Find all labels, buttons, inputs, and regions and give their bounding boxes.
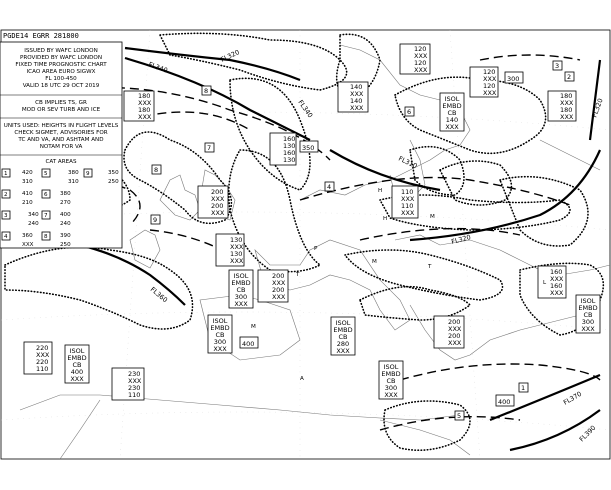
svg-text:300: 300 xyxy=(384,384,398,392)
info-box xyxy=(0,42,122,248)
svg-text:NOTAM FOR VA: NOTAM FOR VA xyxy=(39,144,83,150)
svg-text:H: H xyxy=(378,188,383,194)
svg-text:160: 160 xyxy=(550,282,563,290)
svg-text:250: 250 xyxy=(108,179,119,185)
svg-text:380: 380 xyxy=(60,191,71,197)
jet-label-fl320b: FL320 xyxy=(450,233,472,246)
svg-text:XXX: XXX xyxy=(448,325,462,333)
svg-text:200: 200 xyxy=(272,272,285,280)
svg-text:XXX: XXX xyxy=(384,391,398,399)
svg-text:210: 210 xyxy=(22,200,33,206)
svg-text:XXX: XXX xyxy=(213,345,227,353)
svg-text:180: 180 xyxy=(138,106,151,114)
svg-text:180: 180 xyxy=(560,92,573,100)
svg-text:9: 9 xyxy=(153,216,158,224)
svg-text:200: 200 xyxy=(211,202,224,210)
svg-text:230: 230 xyxy=(128,370,141,378)
svg-text:TC AND VA, AND ASHTAM AND: TC AND VA, AND ASHTAM AND xyxy=(18,137,104,143)
svg-text:160: 160 xyxy=(283,149,296,157)
svg-text:XXX: XXX xyxy=(336,347,350,355)
svg-text:XXX: XXX xyxy=(483,89,497,97)
svg-text:6: 6 xyxy=(407,108,412,116)
cb-box-6 xyxy=(379,361,403,399)
svg-text:XXX: XXX xyxy=(560,113,574,121)
svg-text:XXX: XXX xyxy=(128,377,142,385)
svg-text:XXX: XXX xyxy=(70,375,84,383)
chart-id: PGDE14 EGRR 281800 xyxy=(3,32,79,40)
svg-text:T: T xyxy=(428,264,432,270)
turb-box-7 xyxy=(198,186,228,218)
svg-text:CHECK SIGMET, ADVISORIES FOR: CHECK SIGMET, ADVISORIES FOR xyxy=(14,130,108,136)
svg-text:1: 1 xyxy=(521,384,526,392)
turb-box-14 xyxy=(112,368,144,400)
svg-text:VALID 18 UTC 29 OCT 2019: VALID 18 UTC 29 OCT 2019 xyxy=(22,83,100,89)
svg-text:M: M xyxy=(430,214,435,220)
svg-text:ISOL: ISOL xyxy=(69,347,85,355)
svg-text:130: 130 xyxy=(283,156,296,164)
svg-text:XXX: XXX xyxy=(211,195,225,203)
svg-text:280: 280 xyxy=(336,340,350,348)
svg-text:M: M xyxy=(372,259,377,265)
svg-text:200: 200 xyxy=(448,318,461,326)
svg-text:L: L xyxy=(543,280,547,286)
cb-box-4 xyxy=(65,345,89,383)
svg-text:2: 2 xyxy=(4,192,8,198)
svg-text:FIXED TIME PROGNOSTIC CHART: FIXED TIME PROGNOSTIC CHART xyxy=(15,62,107,68)
svg-text:ISSUED BY WAFC LONDON: ISSUED BY WAFC LONDON xyxy=(24,48,98,54)
svg-text:MOD OR SEV TURB AND ICE: MOD OR SEV TURB AND ICE xyxy=(21,107,101,113)
svg-text:300: 300 xyxy=(507,75,520,83)
svg-text:270: 270 xyxy=(60,200,71,206)
svg-text:300: 300 xyxy=(234,293,248,301)
svg-text:T: T xyxy=(296,272,300,278)
svg-text:120: 120 xyxy=(483,82,496,90)
svg-text:ISOL: ISOL xyxy=(335,319,351,327)
svg-text:CB: CB xyxy=(236,286,246,294)
svg-text:400: 400 xyxy=(70,368,84,376)
svg-text:XXX: XXX xyxy=(350,90,364,98)
svg-text:XXX: XXX xyxy=(138,113,152,121)
svg-text:XXX: XXX xyxy=(234,300,248,308)
turb-box-1 xyxy=(400,44,430,74)
turb-box-8 xyxy=(392,186,418,218)
svg-text:XXX: XXX xyxy=(560,99,574,107)
svg-text:220: 220 xyxy=(36,344,49,352)
svg-text:300: 300 xyxy=(213,338,227,346)
svg-text:CB: CB xyxy=(386,377,396,385)
svg-text:110: 110 xyxy=(401,202,414,210)
svg-text:4: 4 xyxy=(327,183,332,191)
svg-text:310: 310 xyxy=(22,179,33,185)
svg-text:1: 1 xyxy=(4,171,8,177)
svg-text:240: 240 xyxy=(60,221,71,227)
cb-box-1 xyxy=(440,93,464,131)
svg-text:ISOL: ISOL xyxy=(212,317,228,325)
svg-text:ISOL: ISOL xyxy=(233,272,249,280)
turb-box-9 xyxy=(216,234,244,266)
svg-text:120: 120 xyxy=(414,59,427,67)
svg-text:XXX: XXX xyxy=(138,99,152,107)
jet-label-fl320: FL320 xyxy=(219,48,241,64)
svg-text:7: 7 xyxy=(44,213,48,219)
svg-text:CB: CB xyxy=(72,361,82,369)
svg-text:CB: CB xyxy=(215,331,225,339)
svg-text:180: 180 xyxy=(560,106,573,114)
svg-text:2: 2 xyxy=(567,73,572,81)
svg-text:4: 4 xyxy=(4,234,8,240)
svg-text:EMBD: EMBD xyxy=(210,324,230,332)
svg-text:400: 400 xyxy=(242,340,255,348)
svg-text:ICAO AREA EURO SIGWX: ICAO AREA EURO SIGWX xyxy=(26,69,96,75)
svg-text:7: 7 xyxy=(207,144,212,152)
svg-text:420: 420 xyxy=(22,170,33,176)
svg-text:310: 310 xyxy=(68,179,79,185)
svg-text:140: 140 xyxy=(350,97,363,105)
svg-text:H: H xyxy=(383,216,388,222)
svg-text:XXX: XXX xyxy=(36,351,50,359)
svg-text:250: 250 xyxy=(60,242,71,248)
svg-text:ISOL: ISOL xyxy=(383,363,399,371)
svg-text:A: A xyxy=(300,376,304,382)
svg-text:200: 200 xyxy=(448,332,461,340)
turb-box-12 xyxy=(434,316,464,348)
svg-text:240: 240 xyxy=(28,221,39,227)
cb-box-5 xyxy=(331,317,355,355)
svg-text:220: 220 xyxy=(36,358,49,366)
svg-text:XXX: XXX xyxy=(211,209,225,217)
turb-box-5 xyxy=(338,82,368,112)
svg-text:PROVIDED BY WAFC LONDON: PROVIDED BY WAFC LONDON xyxy=(19,55,103,61)
svg-text:160: 160 xyxy=(550,268,563,276)
jet-label-fl320c: FL320 xyxy=(590,97,605,119)
svg-text:XXX: XXX xyxy=(483,75,497,83)
svg-text:410: 410 xyxy=(22,191,33,197)
svg-text:M: M xyxy=(251,324,256,330)
svg-text:400: 400 xyxy=(60,212,71,218)
svg-text:CB: CB xyxy=(583,311,593,319)
svg-text:8: 8 xyxy=(204,87,209,95)
svg-text:8: 8 xyxy=(44,234,48,240)
turb-box-3 xyxy=(124,91,154,121)
svg-text:XXX: XXX xyxy=(414,52,428,60)
svg-text:XXX: XXX xyxy=(550,289,564,297)
svg-text:EMBD: EMBD xyxy=(442,102,462,110)
svg-text:300: 300 xyxy=(581,318,595,326)
svg-text:140: 140 xyxy=(445,116,459,124)
svg-text:UNITS USED: HEIGHTS IN FLIGHT: UNITS USED: HEIGHTS IN FLIGHT LEVELS xyxy=(3,123,119,129)
jet-label-fl360: FL360 xyxy=(148,285,170,305)
svg-text:110: 110 xyxy=(128,391,141,399)
svg-text:120: 120 xyxy=(414,45,427,53)
svg-text:5: 5 xyxy=(44,171,48,177)
turb-box-4 xyxy=(548,91,576,121)
svg-text:XXX: XXX xyxy=(350,104,364,112)
svg-text:6: 6 xyxy=(44,192,48,198)
svg-text:160: 160 xyxy=(283,135,296,143)
cb-box-7 xyxy=(576,295,600,333)
cb-box-2 xyxy=(229,270,253,308)
svg-text:CB: CB xyxy=(447,109,457,117)
jet-label-fl310: FL310 xyxy=(397,154,419,171)
jet-label-fl340b: FL340 xyxy=(296,98,315,120)
turb-box-10 xyxy=(258,270,288,302)
svg-text:XXX: XXX xyxy=(272,293,286,301)
svg-text:XXX: XXX xyxy=(230,243,244,251)
svg-text:EMBD: EMBD xyxy=(231,279,251,287)
svg-text:110: 110 xyxy=(401,188,414,196)
svg-text:340: 340 xyxy=(28,212,39,218)
svg-text:P: P xyxy=(314,246,318,252)
cb-box-3 xyxy=(208,315,232,353)
svg-text:CAT AREAS: CAT AREAS xyxy=(45,159,77,165)
svg-text:XXX: XXX xyxy=(448,339,462,347)
svg-text:130: 130 xyxy=(230,250,243,258)
svg-text:200: 200 xyxy=(211,188,224,196)
svg-text:XXX: XXX xyxy=(272,279,286,287)
svg-text:400: 400 xyxy=(498,398,511,406)
svg-text:350: 350 xyxy=(108,170,119,176)
svg-text:9: 9 xyxy=(86,171,90,177)
svg-text:FL 100-450: FL 100-450 xyxy=(45,76,77,82)
svg-text:XXX: XXX xyxy=(230,257,244,265)
turb-box-6 xyxy=(270,133,296,165)
svg-text:380: 380 xyxy=(68,170,79,176)
svg-text:XXX: XXX xyxy=(401,195,415,203)
svg-text:3: 3 xyxy=(4,213,8,219)
svg-text:EMBD: EMBD xyxy=(333,326,353,334)
svg-text:EMBD: EMBD xyxy=(67,354,87,362)
svg-text:XXX: XXX xyxy=(22,242,34,248)
svg-text:200: 200 xyxy=(272,286,285,294)
svg-text:EMBD: EMBD xyxy=(578,304,598,312)
svg-text:XXX: XXX xyxy=(414,66,428,74)
svg-text:390: 390 xyxy=(60,233,71,239)
svg-text:110: 110 xyxy=(36,365,49,373)
turb-box-2 xyxy=(470,67,498,97)
svg-text:XXX: XXX xyxy=(550,275,564,283)
svg-text:130: 130 xyxy=(230,236,243,244)
svg-text:230: 230 xyxy=(128,384,141,392)
svg-text:350: 350 xyxy=(302,144,315,152)
svg-text:180: 180 xyxy=(138,92,151,100)
svg-text:EMBD: EMBD xyxy=(381,370,401,378)
jet-label-fl340: FL340 xyxy=(147,60,169,75)
svg-text:ISOL: ISOL xyxy=(444,95,460,103)
svg-text:3: 3 xyxy=(555,62,560,70)
jet-label-fl370: FL370 xyxy=(562,389,584,407)
svg-text:CB IMPLIES TS, GR: CB IMPLIES TS, GR xyxy=(35,100,87,106)
svg-text:CB: CB xyxy=(338,333,348,341)
svg-text:5: 5 xyxy=(457,412,462,420)
svg-text:XXX: XXX xyxy=(581,325,595,333)
svg-text:XXX: XXX xyxy=(401,209,415,217)
svg-text:XXX: XXX xyxy=(445,123,459,131)
svg-text:120: 120 xyxy=(483,68,496,76)
svg-text:130: 130 xyxy=(283,142,296,150)
svg-text:360: 360 xyxy=(22,233,33,239)
svg-text:ISOL: ISOL xyxy=(580,297,596,305)
jet-label-fl390: FL390 xyxy=(577,423,598,444)
turb-box-13 xyxy=(24,342,52,374)
svg-text:8: 8 xyxy=(154,166,159,174)
svg-text:140: 140 xyxy=(350,83,363,91)
